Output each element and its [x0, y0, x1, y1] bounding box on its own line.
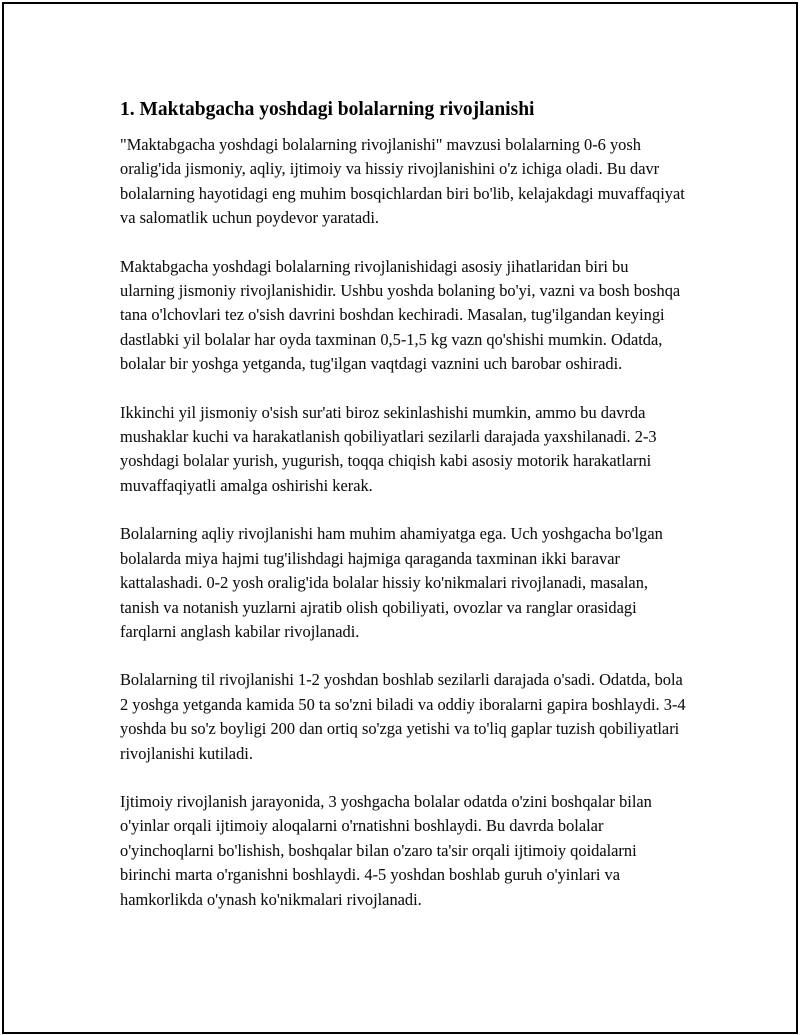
paragraph-physical-development: Maktabgacha yoshdagi bolalarning rivojlanishidagi asosiy jihatlaridan biri bu ularning jismoniy rivojlanishidir. Ushbu yoshda bolaning bo'yi, vazni va bosh boshqa tana o'lchovlari tez o'sish davrini boshdan kechiradi. Masalan, tug'ilgandan keyingi dastlabki yil bolalar har oyda taxminan 0,5-1,5 kg vazn qo'shishi mumkin. Odatda, bolalar bir yoshga yetganda, tug'ilgan vaqtdagi vaznini uch barobar oshiradi.	[120, 256, 681, 374]
document-body	[120, 97, 686, 936]
document-title: 1. Maktabgacha yoshdagi bolalarning rivojlanishi	[120, 99, 535, 120]
paragraph-language-development: Bolalarning til rivojlanishi 1-2 yoshdan boshlab sezilarli darajada o'sadi. Odatda, bola 2 yoshga yetganda kamida 50 ta so'zni biladi va oddiy iboralarni gapira boshlaydi. 3-4 yoshda bu so'z boyligi 200 dan ortiq so'zga yetishi va to'liq gaplar tuzish qobiliyatlari rivojlanishi kutiladi.	[120, 670, 686, 763]
paragraph-mental-development: Bolalarning aqliy rivojlanishi ham muhim ahamiyatga ega. Uch yoshgacha bo'lgan bolalarda miya hajmi tug'ilishdagi hajmiga qaraganda taxminan ikki baravar kattalashadi. 0-2 yosh oralig'ida bolalar hissiy ko'nikmalari rivojlanadi, masalan, tanish va notanish yuzlarni ajratib olish qobiliyati, ovozlar va ranglar orasidagi farqlarni anglash kabilar rivojlanadi.	[120, 524, 663, 641]
paragraph-intro: "Maktabgacha yoshdagi bolalarning rivojlanishi" mavzusi bolalarning 0-6 yosh oralig'ida jismoniy, aqliy, ijtimoiy va hissiy rivojlanishini o'z ichiga oladi. Bu davr bolalarning hayotidagi eng muhim bosqichlardan biri bo'lib, kelajakdagi muvaffaqiyat va salomatlik uchun poydevor yaratadi.	[120, 135, 685, 228]
paragraph-social-development: Ijtimoiy rivojlanish jarayonida, 3 yoshgacha bolalar odatda o'zini boshqalar bilan o'yinlar orqali ijtimoiy aloqalarni o'rnatishni boshlaydi. Bu davrda bolalar o'yinchoqlarni bo'lishish, boshqalar bilan o'zaro ta'sir orqali ijtimoiy qoidalarni birinchi marta o'rganishni boshlaydi. 4-5 yoshdan boshlab guruh o'yinlari va hamkorlikda o'ynash ko'nikmalari rivojlanadi.	[120, 791, 652, 909]
page-frame	[2, 2, 798, 1034]
paragraph-second-year: Ikkinchi yil jismoniy o'sish sur'ati biroz sekinlashishi mumkin, ammo bu davrda mushaklar kuchi va harakatlanish qobiliyatlari sezilarli darajada yaxshilanadi. 2-3 yoshdagi bolalar yurish, yugurish, toqqa chiqish kabi asosiy motorik harakatlarni muvaffaqiyatli amalga oshirishi kerak.	[120, 402, 657, 495]
